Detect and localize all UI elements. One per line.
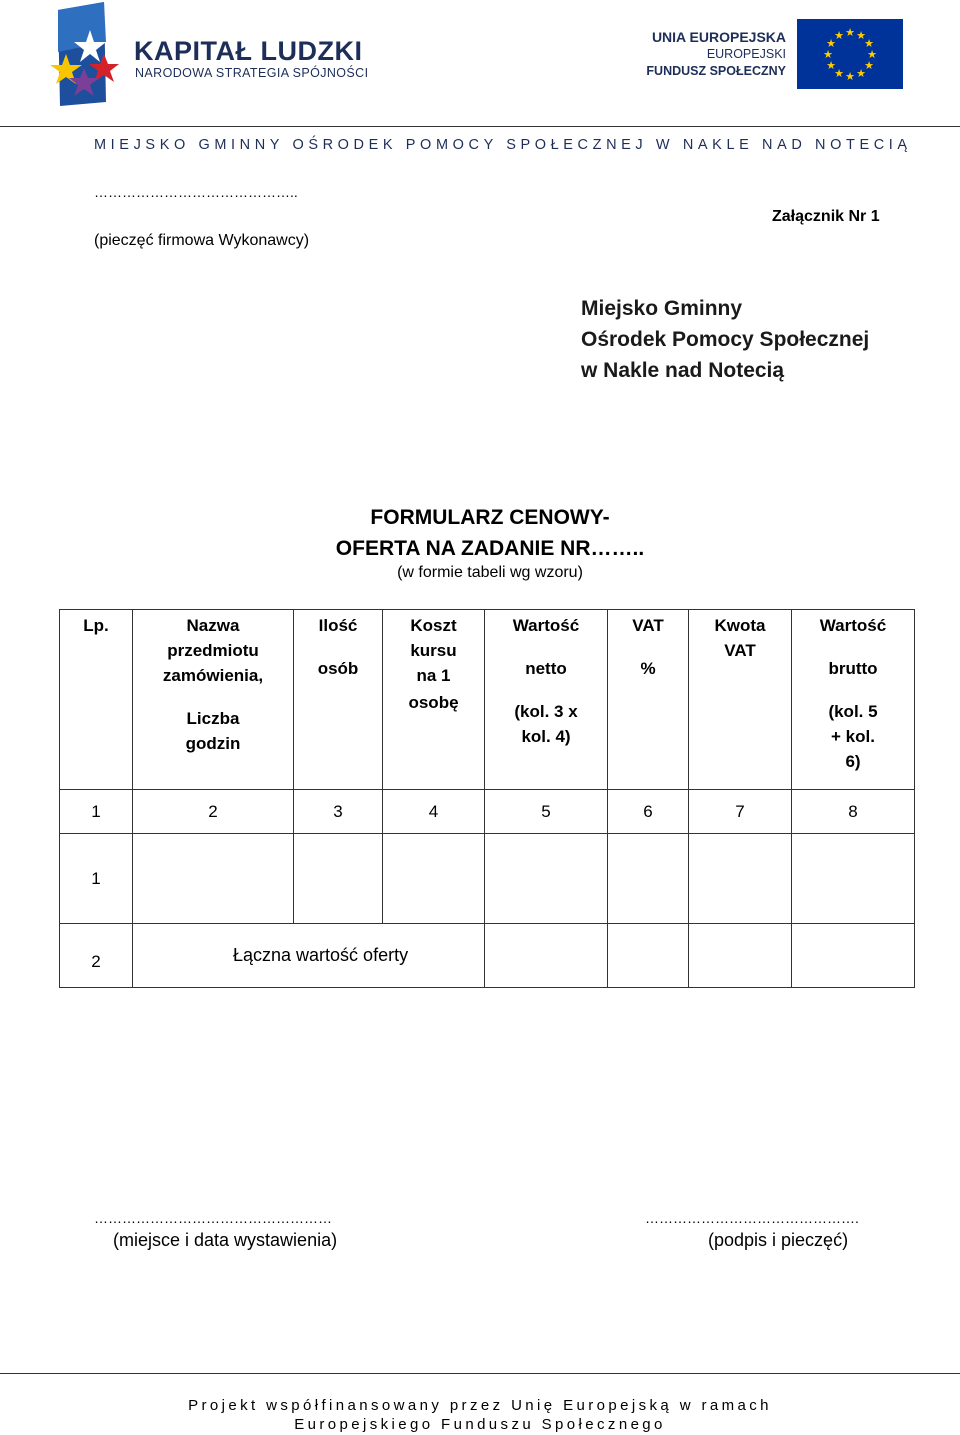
eu-line-2: EUROPEJSKI — [706, 47, 786, 61]
signature-label: (podpis i pieczęć) — [708, 1230, 849, 1250]
header-vat-2: % — [640, 659, 656, 678]
svg-text:★: ★ — [845, 70, 855, 83]
header-net-3: (kol. 3 x — [514, 702, 578, 721]
table-cell[interactable] — [294, 834, 383, 924]
header-gross-2: brutto — [828, 659, 878, 678]
table-cell[interactable] — [792, 924, 915, 988]
header-name-1: Nazwa — [186, 616, 240, 635]
organization-name: MIEJSKO GMINNY OŚRODEK POMOCY SPOŁECZNEJ W NAKLE NAD NOTECIĄ — [94, 137, 912, 153]
column-number: 2 — [133, 790, 294, 834]
footer-line-1: Projekt współfinansowany przez Unię Europejską w ramach — [188, 1397, 772, 1414]
kapital-ludzki-emblem-icon — [44, 2, 134, 110]
header-vat — [608, 610, 689, 790]
table-cell[interactable] — [485, 834, 608, 924]
table-column-numbers-row — [60, 790, 915, 834]
header-net-2: netto — [525, 659, 567, 678]
table-cell[interactable] — [689, 834, 792, 924]
recipient-line-2: Ośrodek Pomocy Społecznej — [581, 328, 870, 351]
row-lp: 1 — [60, 834, 133, 924]
table-cell[interactable] — [383, 834, 485, 924]
table-cell[interactable] — [792, 834, 915, 924]
table-cell[interactable] — [608, 924, 689, 988]
table-header-row — [60, 610, 915, 790]
form-title — [0, 502, 960, 564]
column-number: 8 — [792, 790, 915, 834]
eu-logo-text — [640, 28, 786, 80]
header-name-3: zamówienia, — [162, 666, 264, 685]
stamp-label: (pieczęć firmowa Wykonawcy) — [94, 232, 310, 249]
header-vat-amount-1: Kwota — [714, 616, 766, 635]
recipient-address — [581, 293, 869, 386]
eu-line-3: FUNDUSZ SPOŁECZNY — [646, 64, 786, 78]
place-date-dots: …………………………………………… — [94, 1210, 332, 1226]
header-lp-text: Lp. — [83, 616, 109, 635]
price-table — [59, 609, 915, 988]
row-lp: 2 — [60, 924, 133, 988]
header-gross-1: Wartość — [819, 616, 887, 635]
table-row-total — [60, 924, 915, 988]
attachment-label: Załącznik Nr 1 — [772, 208, 880, 225]
table-cell[interactable] — [133, 834, 294, 924]
signature-dots: ………………………………………. — [645, 1210, 859, 1226]
svg-text:★: ★ — [834, 67, 844, 80]
header-cost-2: kursu — [410, 641, 457, 660]
form-subtitle: (w formie tabeli wg wzoru) — [397, 564, 583, 581]
header-name-4: Liczba — [186, 709, 240, 728]
table-cell[interactable] — [608, 834, 689, 924]
svg-text:★: ★ — [826, 37, 836, 50]
header-vat-1: VAT — [632, 616, 664, 635]
header-gross — [792, 610, 915, 790]
header-cost-1: Koszt — [410, 616, 457, 635]
header-gross-4: + kol. — [831, 727, 875, 746]
eu-flag-icon — [797, 19, 903, 89]
svg-text:★: ★ — [856, 67, 866, 80]
header-vat-amount-2: VAT — [724, 641, 756, 660]
column-number: 5 — [485, 790, 608, 834]
header-cost-3: na 1 — [416, 666, 451, 685]
stamp-dots: …………………………………….. — [94, 184, 298, 200]
form-title-line-1: FORMULARZ CENOWY- — [370, 506, 610, 529]
recipient-line-3: w Nakle nad Notecią — [581, 359, 785, 382]
column-number: 6 — [608, 790, 689, 834]
table-row — [60, 834, 915, 924]
footer-rule — [0, 1373, 960, 1374]
header-cost-4: osobę — [408, 693, 459, 712]
svg-text:★: ★ — [823, 48, 833, 61]
header-net-4: kol. 4) — [521, 727, 571, 746]
header-quantity — [294, 610, 383, 790]
svg-text:★: ★ — [856, 29, 866, 42]
form-title-line-2: OFERTA NA ZADANIE NR…….. — [335, 537, 645, 560]
column-number: 1 — [60, 790, 133, 834]
svg-text:★: ★ — [867, 48, 877, 61]
eu-line-1: UNIA EUROPEJSKA — [651, 29, 786, 45]
total-label: Łączna wartość oferty — [133, 924, 485, 988]
header-name — [133, 610, 294, 790]
header-rule — [0, 126, 960, 127]
header-name-5: godzin — [185, 734, 241, 753]
header-net — [485, 610, 608, 790]
header-lp — [60, 610, 133, 790]
header-quantity-2: osób — [317, 659, 359, 678]
header-cost — [383, 610, 485, 790]
table-cell[interactable] — [485, 924, 608, 988]
svg-text:★: ★ — [845, 26, 855, 39]
kapital-ludzki-title: KAPITAŁ LUDZKI — [134, 36, 363, 66]
column-number: 7 — [689, 790, 792, 834]
footer-line-2: Europejskiego Funduszu Społecznego — [294, 1416, 666, 1433]
header-quantity-1: Ilość — [318, 616, 358, 635]
header-gross-3: (kol. 5 — [828, 702, 878, 721]
header-name-2: przedmiotu — [167, 641, 259, 660]
column-number: 4 — [383, 790, 485, 834]
recipient-line-1: Miejsko Gminny — [581, 297, 743, 320]
header-net-1: Wartość — [512, 616, 580, 635]
svg-text:★: ★ — [826, 59, 836, 72]
svg-text:★: ★ — [834, 29, 844, 42]
place-date-label: (miejsce i data wystawienia) — [113, 1230, 338, 1250]
header-vat-amount — [689, 610, 792, 790]
header-gross-5: 6) — [845, 752, 861, 771]
eu-stars-icon — [797, 19, 903, 89]
table-cell[interactable] — [689, 924, 792, 988]
svg-text:★: ★ — [864, 37, 874, 50]
footer-text — [0, 1396, 960, 1434]
kapital-ludzki-subtitle: NARODOWA STRATEGIA SPÓJNOŚCI — [135, 66, 369, 80]
column-number: 3 — [294, 790, 383, 834]
svg-text:★: ★ — [864, 59, 874, 72]
